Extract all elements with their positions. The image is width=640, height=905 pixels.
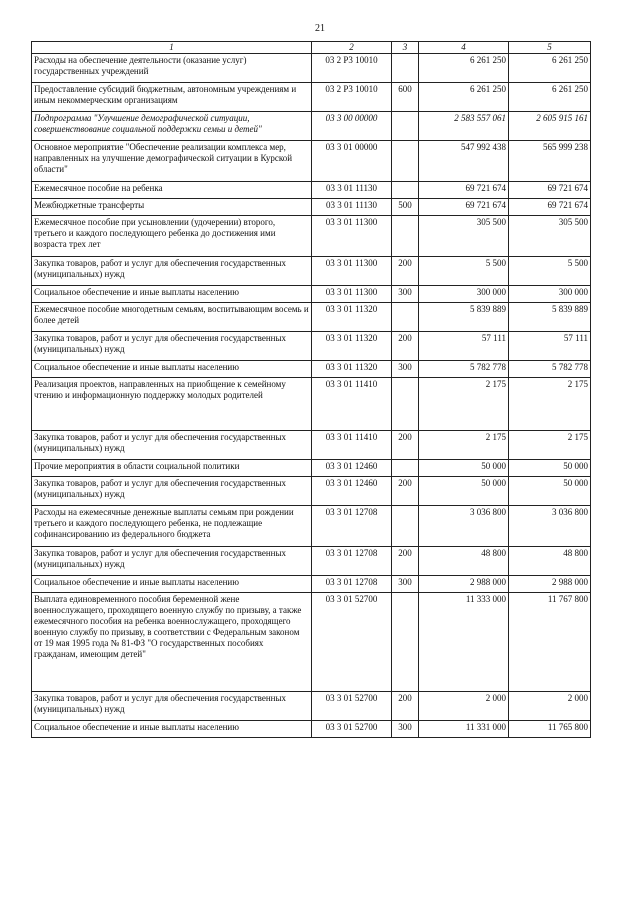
table-header-row [32, 42, 591, 54]
row-expense-type-cell: 300 [392, 721, 419, 738]
table-row [32, 378, 591, 431]
row-name-cell: Реализация проектов, направленных на приобщение к семейному чтению и информационную поддержку молодых родителей [32, 378, 312, 431]
row-amount-col5-cell: 2 605 915 161 [509, 112, 591, 141]
table-row [32, 477, 591, 506]
table-row [32, 54, 591, 83]
row-amount-col4-cell: 6 261 250 [419, 54, 509, 83]
row-expense-type-cell: 500 [392, 199, 419, 216]
row-amount-col5-cell: 2 175 [509, 431, 591, 460]
row-code-cell: 03 3 01 11130 [312, 182, 392, 199]
row-name-cell: Закупка товаров, работ и услуг для обеспечения государственных (муниципальных) нужд [32, 257, 312, 286]
row-code-cell: 03 3 01 11410 [312, 431, 392, 460]
row-expense-type-cell: 200 [392, 332, 419, 361]
table-row [32, 576, 591, 593]
row-amount-col5-cell: 3 036 800 [509, 506, 591, 547]
row-code-cell: 03 3 01 11320 [312, 303, 392, 332]
table-row [32, 361, 591, 378]
row-amount-col5-cell: 50 000 [509, 460, 591, 477]
table-row [32, 216, 591, 257]
row-name-cell: Расходы на обеспечение деятельности (оказание услуг) государственных учреждений [32, 54, 312, 83]
row-amount-col5-cell: 57 111 [509, 332, 591, 361]
row-code-cell: 03 3 01 12708 [312, 576, 392, 593]
page-number: 21 [315, 23, 325, 34]
row-amount-col5-cell: 5 500 [509, 257, 591, 286]
header-col-3: 3 [392, 42, 419, 54]
row-name-cell: Закупка товаров, работ и услуг для обеспечения государственных (муниципальных) нужд [32, 332, 312, 361]
row-amount-col5-cell: 2 988 000 [509, 576, 591, 593]
row-code-cell: 03 3 01 11300 [312, 216, 392, 257]
row-amount-col4-cell: 11 331 000 [419, 721, 509, 738]
row-expense-type-cell [392, 112, 419, 141]
row-code-cell: 03 3 01 12708 [312, 506, 392, 547]
row-code-cell: 03 3 01 00000 [312, 141, 392, 182]
row-amount-col4-cell: 5 839 889 [419, 303, 509, 332]
header-col-5: 5 [509, 42, 591, 54]
row-amount-col4-cell: 69 721 674 [419, 199, 509, 216]
row-expense-type-cell [392, 141, 419, 182]
table-row [32, 593, 591, 692]
row-code-cell: 03 2 P3 10010 [312, 83, 392, 112]
row-name-cell: Социальное обеспечение и иные выплаты населению [32, 286, 312, 303]
row-expense-type-cell: 600 [392, 83, 419, 112]
table-row [32, 112, 591, 141]
header-col-2: 2 [312, 42, 392, 54]
row-expense-type-cell: 200 [392, 431, 419, 460]
row-amount-col4-cell: 305 500 [419, 216, 509, 257]
row-amount-col5-cell: 300 000 [509, 286, 591, 303]
row-amount-col4-cell: 5 782 778 [419, 361, 509, 378]
row-name-cell: Закупка товаров, работ и услуг для обеспечения государственных (муниципальных) нужд [32, 547, 312, 576]
row-amount-col4-cell: 2 000 [419, 692, 509, 721]
table-row [32, 182, 591, 199]
row-amount-col5-cell: 5 782 778 [509, 361, 591, 378]
row-code-cell: 03 3 01 12460 [312, 477, 392, 506]
row-expense-type-cell [392, 182, 419, 199]
row-expense-type-cell [392, 460, 419, 477]
row-amount-col4-cell: 2 175 [419, 431, 509, 460]
row-amount-col4-cell: 50 000 [419, 477, 509, 506]
table-row [32, 257, 591, 286]
row-name-cell: Социальное обеспечение и иные выплаты населению [32, 721, 312, 738]
header-col-1: 1 [32, 42, 312, 54]
row-amount-col5-cell: 11 767 800 [509, 593, 591, 692]
row-code-cell: 03 3 01 11300 [312, 257, 392, 286]
row-expense-type-cell [392, 216, 419, 257]
row-expense-type-cell [392, 54, 419, 83]
row-name-cell: Подпрограмма "Улучшение демографической ситуации, совершенствование социальной поддержки семьи и детей" [32, 112, 312, 141]
row-amount-col5-cell: 5 839 889 [509, 303, 591, 332]
row-code-cell: 03 3 01 52700 [312, 692, 392, 721]
row-code-cell: 03 3 01 11320 [312, 332, 392, 361]
row-amount-col5-cell: 69 721 674 [509, 182, 591, 199]
table-row [32, 141, 591, 182]
row-expense-type-cell: 200 [392, 692, 419, 721]
row-expense-type-cell [392, 593, 419, 692]
row-amount-col5-cell: 11 765 800 [509, 721, 591, 738]
row-amount-col5-cell: 69 721 674 [509, 199, 591, 216]
row-amount-col5-cell: 2 000 [509, 692, 591, 721]
table-row [32, 83, 591, 112]
row-amount-col4-cell: 48 800 [419, 547, 509, 576]
row-amount-col4-cell: 69 721 674 [419, 182, 509, 199]
row-expense-type-cell: 300 [392, 286, 419, 303]
row-code-cell: 03 3 01 11410 [312, 378, 392, 431]
row-amount-col4-cell: 5 500 [419, 257, 509, 286]
row-expense-type-cell: 300 [392, 576, 419, 593]
table-row [32, 431, 591, 460]
row-expense-type-cell [392, 303, 419, 332]
table-row [32, 547, 591, 576]
row-amount-col4-cell: 2 988 000 [419, 576, 509, 593]
row-name-cell: Ежемесячное пособие при усыновлении (удочерении) второго, третьего и каждого последующего ребенка до достижения ими возраста трех лет [32, 216, 312, 257]
header-col-4: 4 [419, 42, 509, 54]
row-amount-col5-cell: 2 175 [509, 378, 591, 431]
row-name-cell: Закупка товаров, работ и услуг для обеспечения государственных (муниципальных) нужд [32, 431, 312, 460]
row-name-cell: Выплата единовременного пособия беременной жене военнослужащего, проходящего военную службу по призыву, а также ежемесячного пособия на ребенка военнослужащего, проходящего военную службу по призыву, в соответствии с Федеральным законом от 19 мая 1995 года № 81-ФЗ "О государственных пособиях гражданам, имеющим детей" [32, 593, 312, 692]
table-row [32, 506, 591, 547]
row-code-cell: 03 3 00 00000 [312, 112, 392, 141]
row-amount-col4-cell: 11 333 000 [419, 593, 509, 692]
row-code-cell: 03 2 P3 10010 [312, 54, 392, 83]
row-amount-col4-cell: 2 175 [419, 378, 509, 431]
row-name-cell: Ежемесячное пособие многодетным семьям, воспитывающим восемь и более детей [32, 303, 312, 332]
row-code-cell: 03 3 01 12460 [312, 460, 392, 477]
table-row [32, 303, 591, 332]
table-row [32, 199, 591, 216]
row-amount-col4-cell: 6 261 250 [419, 83, 509, 112]
table-row [32, 721, 591, 738]
row-amount-col4-cell: 3 036 800 [419, 506, 509, 547]
row-amount-col4-cell: 300 000 [419, 286, 509, 303]
table-row [32, 332, 591, 361]
budget-table [31, 41, 591, 738]
row-name-cell: Ежемесячное пособие на ребенка [32, 182, 312, 199]
table-row [32, 692, 591, 721]
row-name-cell: Закупка товаров, работ и услуг для обеспечения государственных (муниципальных) нужд [32, 692, 312, 721]
row-amount-col5-cell: 50 000 [509, 477, 591, 506]
row-code-cell: 03 3 01 12708 [312, 547, 392, 576]
row-amount-col4-cell: 57 111 [419, 332, 509, 361]
row-expense-type-cell [392, 378, 419, 431]
row-code-cell: 03 3 01 52700 [312, 593, 392, 692]
row-amount-col5-cell: 565 999 238 [509, 141, 591, 182]
row-amount-col4-cell: 50 000 [419, 460, 509, 477]
row-expense-type-cell: 200 [392, 547, 419, 576]
row-name-cell: Межбюджетные трансферты [32, 199, 312, 216]
row-amount-col5-cell: 48 800 [509, 547, 591, 576]
row-name-cell: Основное мероприятие "Обеспечение реализации комплекса мер, направленных на улучшение демографической ситуации в Курской области" [32, 141, 312, 182]
row-name-cell: Социальное обеспечение и иные выплаты населению [32, 361, 312, 378]
row-name-cell: Предоставление субсидий бюджетным, автономным учреждениям и иным некоммерческим организациям [32, 83, 312, 112]
row-expense-type-cell [392, 506, 419, 547]
row-expense-type-cell: 200 [392, 477, 419, 506]
row-code-cell: 03 3 01 11300 [312, 286, 392, 303]
row-code-cell: 03 3 01 52700 [312, 721, 392, 738]
row-code-cell: 03 3 01 11320 [312, 361, 392, 378]
row-amount-col4-cell: 2 583 557 061 [419, 112, 509, 141]
row-amount-col4-cell: 547 992 438 [419, 141, 509, 182]
row-amount-col5-cell: 305 500 [509, 216, 591, 257]
table-row [32, 460, 591, 477]
row-code-cell: 03 3 01 11130 [312, 199, 392, 216]
row-amount-col5-cell: 6 261 250 [509, 54, 591, 83]
row-expense-type-cell: 200 [392, 257, 419, 286]
row-name-cell: Закупка товаров, работ и услуг для обеспечения государственных (муниципальных) нужд [32, 477, 312, 506]
row-name-cell: Прочие мероприятия в области социальной политики [32, 460, 312, 477]
row-amount-col5-cell: 6 261 250 [509, 83, 591, 112]
table-row [32, 286, 591, 303]
row-name-cell: Расходы на ежемесячные денежные выплаты семьям при рождении третьего и каждого последующего ребенка, не подлежащие софинансированию из федерального бюджета [32, 506, 312, 547]
row-name-cell: Социальное обеспечение и иные выплаты населению [32, 576, 312, 593]
row-expense-type-cell: 300 [392, 361, 419, 378]
